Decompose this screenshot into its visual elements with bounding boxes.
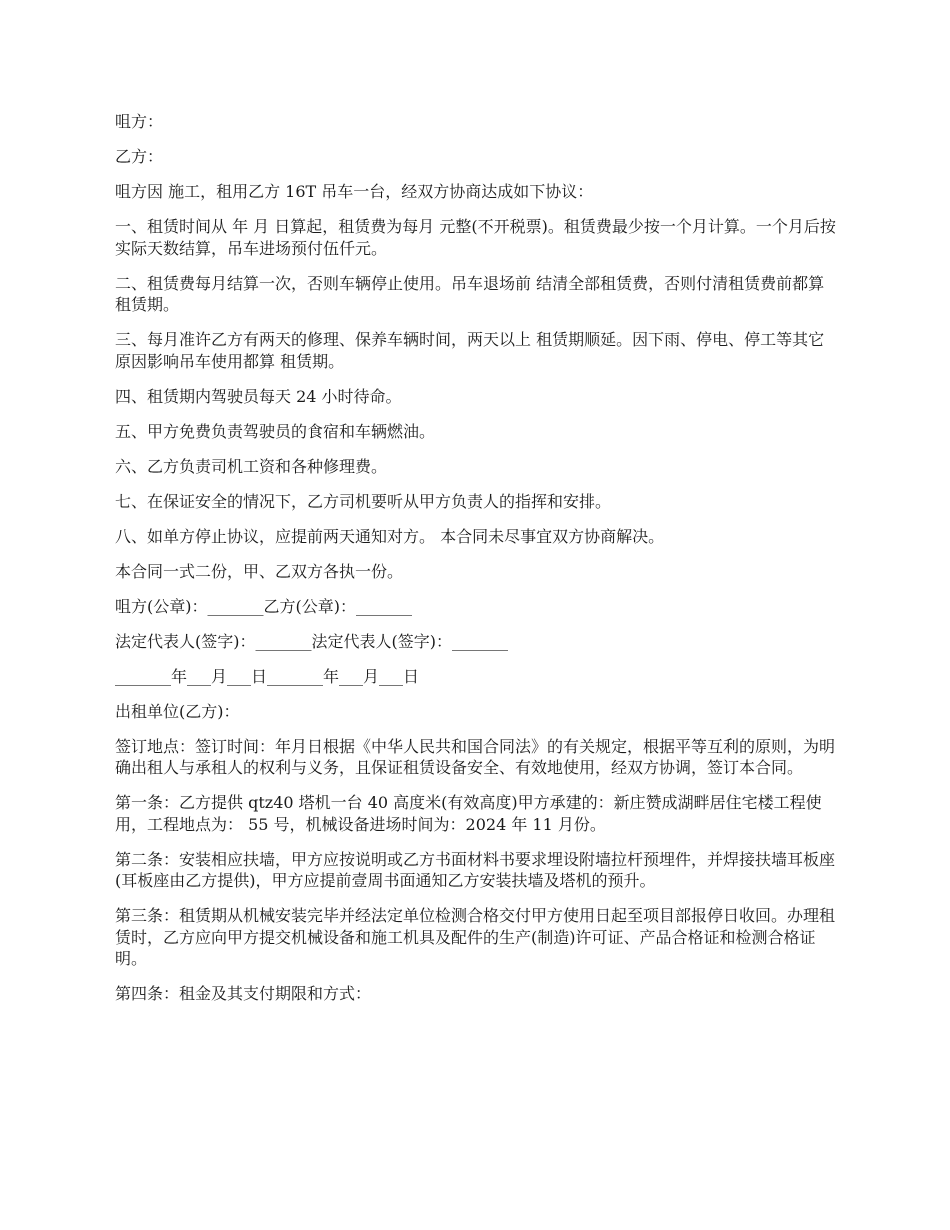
clause-8: 八、如单方停止协议，应提前两天通知对方。 本合同未尽事宜双方协商解决。 — [115, 526, 665, 546]
clause-1: 一、租赁时间从 年 月 日算起，租赁费为每月 元整(不开税票)。租赁费最少按一个月计算。一个月后按实际天数结算，吊车进场预付伍仟元。 — [115, 217, 836, 258]
article-3: 第三条：租赁期从机械安装完毕并经法定单位检测合格交付甲方使用日起至项目部报停日收回。办理租赁时，乙方应向甲方提交机械设备和施工机具及配件的生产(制造)许可证、产品合格证和检测合格证明。 — [115, 906, 836, 968]
party-a-label: 咀方： — [115, 112, 164, 131]
article-4: 第四条：租金及其支付期限和方式： — [115, 984, 372, 1003]
party-b-label: 乙方： — [115, 147, 164, 166]
lessor-label: 出租单位(乙方)： — [115, 701, 240, 721]
article-1: 第一条：乙方提供 qtz40 塔机一台 40 高度米(有效高度)甲方承建的：新庄赞成湖畔居住宅楼工程使用，工程地点为： 55 号，机械设备进场时间为：2024 年 11 月份。 — [115, 793, 822, 834]
clause-3: 三、每月准许乙方有两天的修理、保养车辆时间，两天以上 租赁期顺延。因下雨、停电、停工等其它原因影响吊车使用都算 租赁期。 — [115, 330, 825, 371]
date-line: _______年___月___日_______年___月___日 — [115, 666, 420, 686]
clause-5: 五、甲方免费负责驾驶员的食宿和车辆燃油。 — [115, 421, 436, 441]
clause-6: 六、乙方负责司机工资和各种修理费。 — [115, 456, 388, 476]
clause-2: 二、租赁费每月结算一次，否则车辆停止使用。吊车退场前 结清全部租赁费，否则付清租赁费前都算租赁期。 — [115, 273, 825, 314]
copies-note: 本合同一式二份，甲、乙双方各执一份。 — [115, 561, 404, 581]
signature-line: 法定代表人(签字)：_______法定代表人(签字)：_______ — [115, 631, 508, 651]
clause-4: 四、租赁期内驾驶员每天 24 小时待命。 — [115, 386, 402, 406]
signing-preamble: 签订地点：签订时间：年月日根据《中华人民共和国合同法》的有关规定，根据平等互利的原则，为明确出租人与承租人的权利与义务，且保证租赁设备安全、有效地使用，经双方协调，签订本合同。 — [115, 736, 836, 777]
clause-7: 七、在保证安全的情况下，乙方司机要听从甲方负责人的指挥和安排。 — [115, 491, 612, 511]
agreement-intro: 咀方因 施工，租用乙方 16T 吊车一台，经双方协商达成如下协议： — [115, 182, 594, 201]
seal-line: 咀方(公章)：_______乙方(公章)：_______ — [115, 596, 412, 616]
article-2: 第二条：安装相应扶墙，甲方应按说明或乙方书面材料书要求埋设附墙拉杆预埋件，并焊接扶墙耳板座(耳板座由乙方提供)，甲方应提前壹周书面通知乙方安装扶墙及塔机的预升。 — [115, 849, 836, 890]
